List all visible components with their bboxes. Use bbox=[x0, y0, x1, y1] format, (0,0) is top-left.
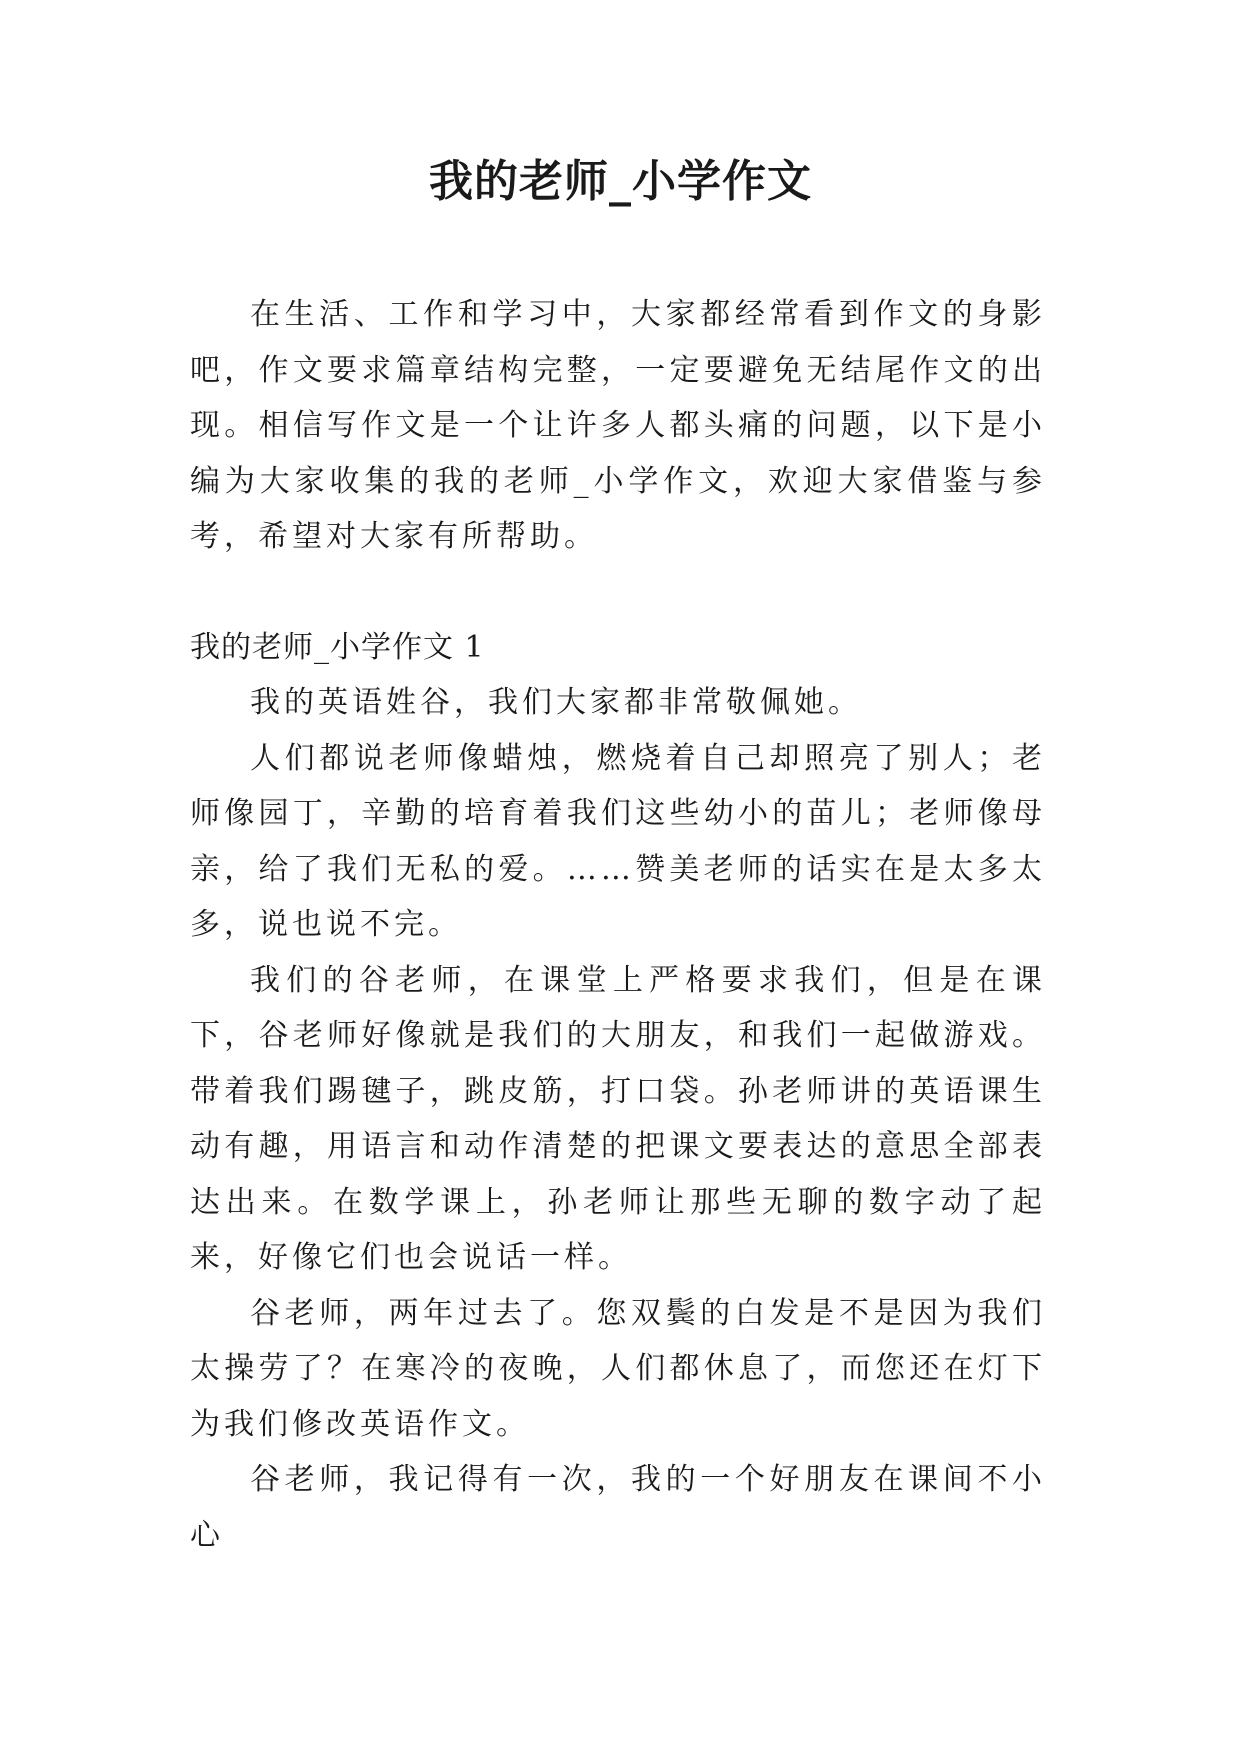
body-paragraph: 人们都说老师像蜡烛，燃烧着自己却照亮了别人；老师像园丁，辛勤的培育着我们这些幼小的苗儿；老师像母亲，给了我们无私的爱。……赞美老师的话实在是太多太多，说也说不完。 bbox=[190, 740, 1046, 942]
section-heading: 我的老师_小学作文 1 bbox=[190, 629, 485, 665]
document-body bbox=[190, 287, 1046, 1563]
paragraph-spacer bbox=[190, 565, 1046, 620]
intro-paragraph: 在生活、工作和学习中，大家都经常看到作文的身影吧，作文要求篇章结构完整，一定要避免无结尾作文的出现。相信写作文是一个让许多人都头痛的问题，以下是小编为大家收集的我的老师_小学作文，欢迎大家借鉴与参考，希望对大家有所帮助。 bbox=[190, 297, 1046, 554]
body-paragraph: 谷老师，我记得有一次，我的一个好朋友在课间不小心 bbox=[190, 1462, 1046, 1553]
document-title: 我的老师_小学作文 bbox=[429, 156, 812, 207]
body-paragraph: 我的英语姓谷，我们大家都非常敬佩她。 bbox=[250, 685, 862, 720]
body-paragraph: 谷老师，两年过去了。您双鬓的白发是不是因为我们太操劳了？在寒冷的夜晚，人们都休息了，而您还在灯下为我们修改英语作文。 bbox=[190, 1295, 1046, 1442]
body-paragraph: 我们的谷老师，在课堂上严格要求我们，但是在课下，谷老师好像就是我们的大朋友，和我们一起做游戏。带着我们踢毽子，跳皮筋，打口袋。孙老师讲的英语课生动有趣，用语言和动作清楚的把课文要表达的意思全部表达出来。在数学课上，孙老师让那些无聊的数字动了起来，好像它们也会说话一样。 bbox=[190, 962, 1046, 1275]
